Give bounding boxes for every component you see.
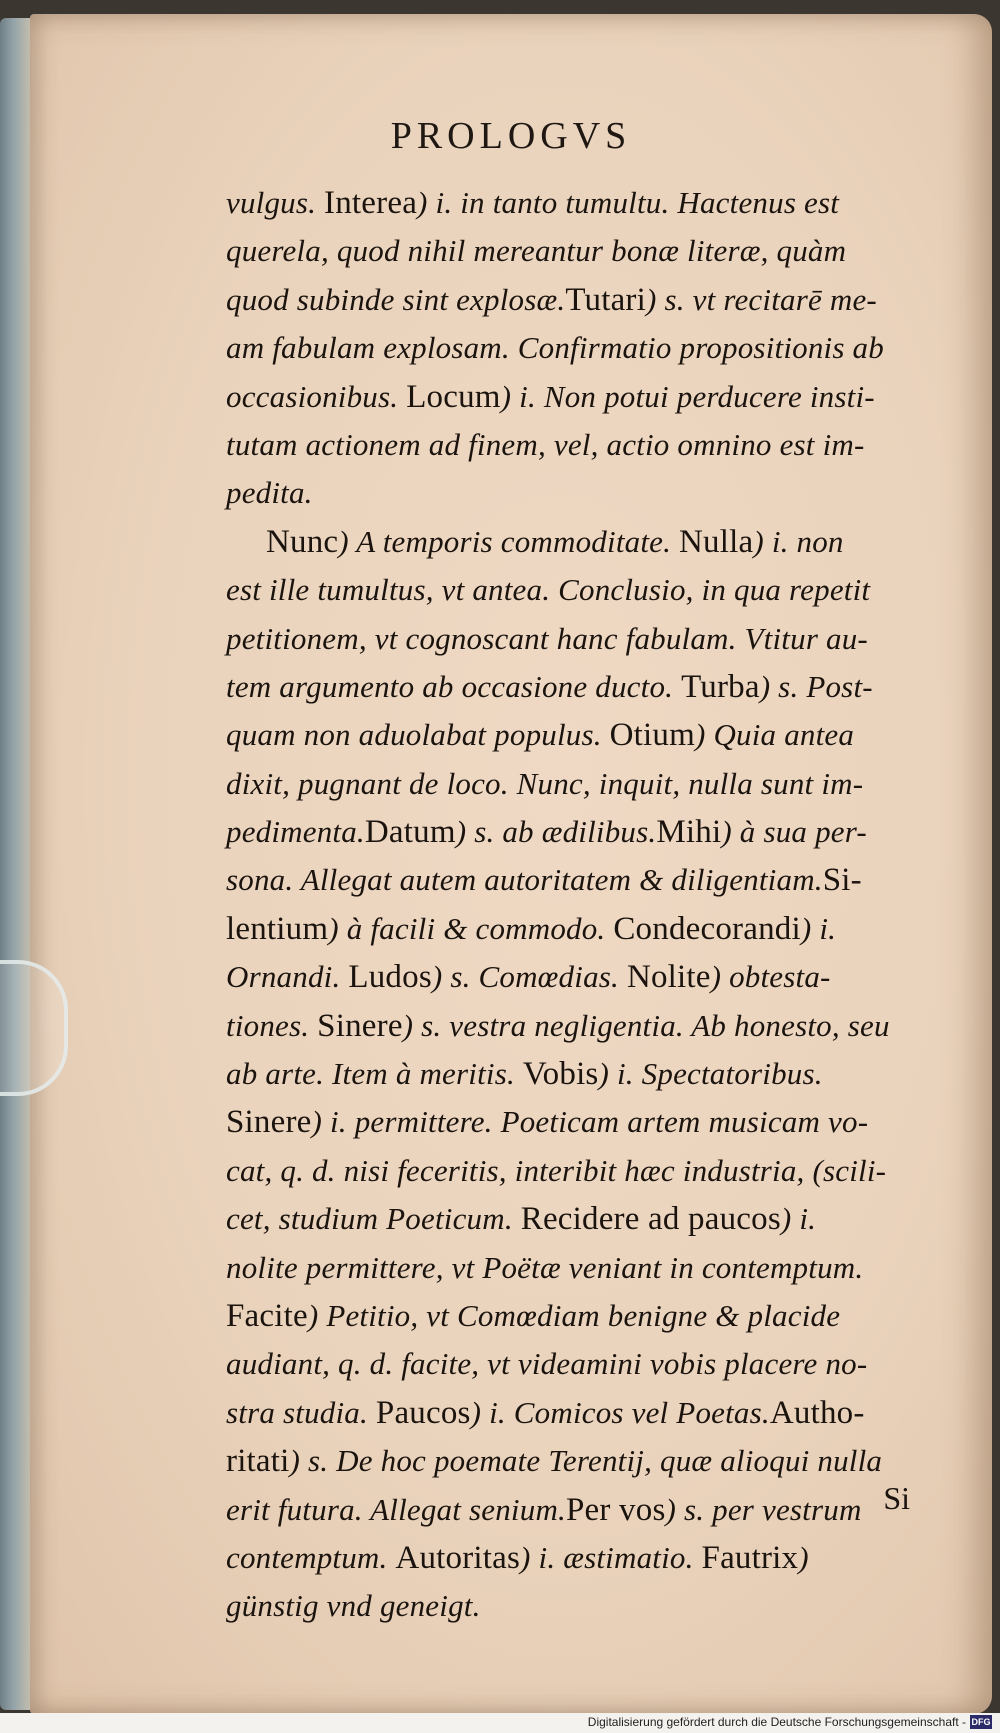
gloss-segment: querela, quod nihil mereantur bonæ literæ, quàm bbox=[226, 233, 847, 269]
text-line bbox=[226, 1340, 986, 1388]
gloss-segment: erit futura. Allegat senium. bbox=[226, 1491, 566, 1527]
gloss-segment: tiones. bbox=[226, 1007, 318, 1043]
lemma-segment: Condecorandi bbox=[613, 910, 801, 947]
lemma-segment: Datum bbox=[364, 814, 456, 851]
text-line bbox=[226, 1582, 986, 1630]
lemma-segment: Interea bbox=[324, 185, 418, 221]
gloss-segment: ) A temporis commoditate. bbox=[338, 523, 680, 559]
text-line bbox=[226, 1098, 986, 1146]
gloss-segment: ) s. vt recitarē me- bbox=[645, 281, 877, 317]
gloss-segment: ) i. Spectatoribus. bbox=[598, 1056, 823, 1092]
lemma-segment: Sinere bbox=[226, 1104, 312, 1141]
gloss-segment: quam non aduolabat populus. bbox=[226, 717, 610, 753]
gloss-segment: contemptum. bbox=[226, 1539, 396, 1575]
gloss-segment: pedimenta. bbox=[226, 814, 365, 850]
lemma-segment: lentium bbox=[226, 910, 329, 947]
text-line bbox=[226, 615, 986, 663]
text-line bbox=[226, 1050, 986, 1098]
gloss-segment: nolite permittere, vt Poëtæ veniant in contemptum. bbox=[226, 1249, 864, 1285]
gloss-segment: ) bbox=[798, 1539, 809, 1575]
lemma-segment: Autho- bbox=[769, 1394, 865, 1431]
gloss-segment: pedita. bbox=[226, 475, 313, 511]
gloss-segment: tutam actionem ad finem, vel, actio omnino est im- bbox=[226, 426, 865, 462]
text-line bbox=[226, 953, 986, 1001]
gloss-segment: ) Petitio, vt Comœdiam benigne & placide bbox=[307, 1297, 841, 1333]
footer-credit: Digitalisierung gefördert durch die Deutsche Forschungsgemeinschaft - bbox=[587, 1715, 966, 1729]
gloss-segment: sona. Allegat autem autoritatem & diligentiam. bbox=[226, 862, 823, 898]
gloss-segment: ) i. æstimatio. bbox=[520, 1539, 702, 1575]
gloss-segment: Ornandi. bbox=[226, 959, 349, 995]
gloss-segment: ) s. vestra negligentia. Ab honesto, seu bbox=[402, 1007, 890, 1043]
page-clip bbox=[0, 960, 68, 1096]
gloss-segment: ) i. Comicos vel Poetas. bbox=[470, 1394, 770, 1430]
text-line bbox=[226, 1292, 986, 1340]
lemma-segment: Sinere bbox=[317, 1007, 403, 1044]
text-line bbox=[226, 711, 986, 759]
text-line bbox=[226, 856, 986, 904]
gloss-segment: audiant, q. d. facite, vt videamini vobis placere no- bbox=[226, 1346, 868, 1382]
text-line bbox=[226, 1437, 986, 1485]
lemma-segment: Mihi bbox=[656, 814, 722, 851]
gloss-segment: ) obtesta- bbox=[710, 959, 831, 995]
gloss-segment: cat, q. d. nisi feceritis, interibit hæc industria, (scili- bbox=[226, 1152, 887, 1188]
lemma-segment: Fautrix bbox=[701, 1539, 799, 1576]
lemma-segment: Nulla bbox=[679, 523, 754, 560]
gloss-segment: ) s. De hoc poemate Terentij, quæ alioqui nulla bbox=[289, 1443, 883, 1479]
lemma-segment: Si- bbox=[822, 862, 862, 899]
running-head: PROLOGVS bbox=[390, 115, 632, 157]
gloss-segment: ) Quia antea bbox=[694, 717, 855, 753]
text-line bbox=[226, 760, 986, 808]
lemma-segment: Nolite bbox=[626, 959, 711, 996]
gloss-segment: ) i. bbox=[800, 910, 837, 946]
gloss-segment: ) i. non bbox=[753, 523, 844, 559]
gloss-segment: ) i. Non potui perducere insti- bbox=[500, 378, 875, 414]
gloss-segment: occasionibus. bbox=[226, 378, 407, 414]
text-line bbox=[226, 518, 986, 566]
lemma-segment: Autoritas bbox=[395, 1539, 521, 1576]
catchword: Si bbox=[883, 1480, 910, 1516]
gloss-segment: ) s. ab ædilibus. bbox=[455, 814, 657, 850]
text-line bbox=[226, 905, 986, 953]
gloss-segment: ) s. Post- bbox=[759, 668, 873, 704]
gloss-segment: vulgus. bbox=[226, 185, 325, 220]
lemma-segment: ritati bbox=[226, 1443, 290, 1480]
gloss-segment: tem argumento ab occasione ducto. bbox=[226, 668, 682, 704]
text-line bbox=[226, 373, 986, 421]
lemma-segment: Nunc bbox=[266, 523, 339, 560]
lemma-segment: Recidere ad paucos bbox=[520, 1201, 781, 1238]
gloss-segment: est ille tumultus, vt antea. Conclusio, in qua repetit bbox=[226, 572, 871, 608]
text-line bbox=[226, 421, 986, 469]
lemma-segment: Per vos bbox=[566, 1491, 666, 1528]
text-line bbox=[226, 663, 986, 711]
gloss-segment: ab arte. Item à meritis. bbox=[226, 1056, 523, 1092]
gloss-segment: ) à facili & commodo. bbox=[328, 910, 614, 946]
text-line bbox=[226, 1486, 986, 1534]
lemma-segment: Ludos bbox=[348, 959, 432, 996]
gloss-segment: stra studia. bbox=[226, 1394, 376, 1430]
text-line bbox=[226, 179, 986, 227]
text-line bbox=[226, 1389, 986, 1437]
gloss-segment: ) à sua per- bbox=[721, 814, 867, 850]
lemma-segment: Turba bbox=[681, 668, 760, 705]
gloss-segment: quod subinde sint explosæ. bbox=[226, 281, 566, 317]
gloss-segment: ) s. per vestrum bbox=[665, 1491, 862, 1527]
gloss-segment: ) i. in tanto tumultu. Hactenus est bbox=[417, 185, 840, 220]
gloss-segment: ) s. Comœdias. bbox=[431, 959, 627, 995]
text-line bbox=[226, 1195, 986, 1243]
lemma-segment: Vobis bbox=[522, 1056, 599, 1093]
lemma-segment: Tutari bbox=[565, 281, 646, 318]
gloss-segment: ) i. permittere. Poeticam artem musicam vo- bbox=[311, 1104, 869, 1140]
text-line bbox=[226, 1002, 986, 1050]
commentary-text bbox=[226, 179, 986, 1631]
dfg-logo: DFG bbox=[971, 1717, 991, 1727]
lemma-segment: Paucos bbox=[375, 1394, 471, 1431]
gloss-segment: petitionem, vt cognoscant hanc fabulam. Vtitur au- bbox=[226, 620, 868, 656]
lemma-segment: Facite bbox=[226, 1297, 308, 1334]
text-line bbox=[226, 469, 986, 517]
lemma-segment: Locum bbox=[406, 378, 501, 415]
gloss-segment: am fabulam explosam. Confirmatio propositionis ab bbox=[226, 330, 884, 366]
text-line bbox=[226, 276, 986, 324]
text-line bbox=[226, 1244, 986, 1292]
gloss-segment: günstig vnd geneigt. bbox=[226, 1588, 481, 1624]
text-line bbox=[226, 324, 986, 372]
gloss-segment: ) i. bbox=[780, 1201, 817, 1237]
text-line bbox=[226, 1147, 986, 1195]
gloss-segment: dixit, pugnant de loco. Nunc, inquit, nulla sunt im- bbox=[226, 765, 864, 801]
text-line bbox=[226, 808, 986, 856]
text-line bbox=[226, 1534, 986, 1582]
gloss-segment: cet, studium Poeticum. bbox=[226, 1201, 521, 1237]
lemma-segment: Otium bbox=[609, 717, 695, 754]
text-line bbox=[226, 566, 986, 614]
book-page bbox=[30, 14, 992, 1714]
text-line bbox=[226, 227, 986, 275]
